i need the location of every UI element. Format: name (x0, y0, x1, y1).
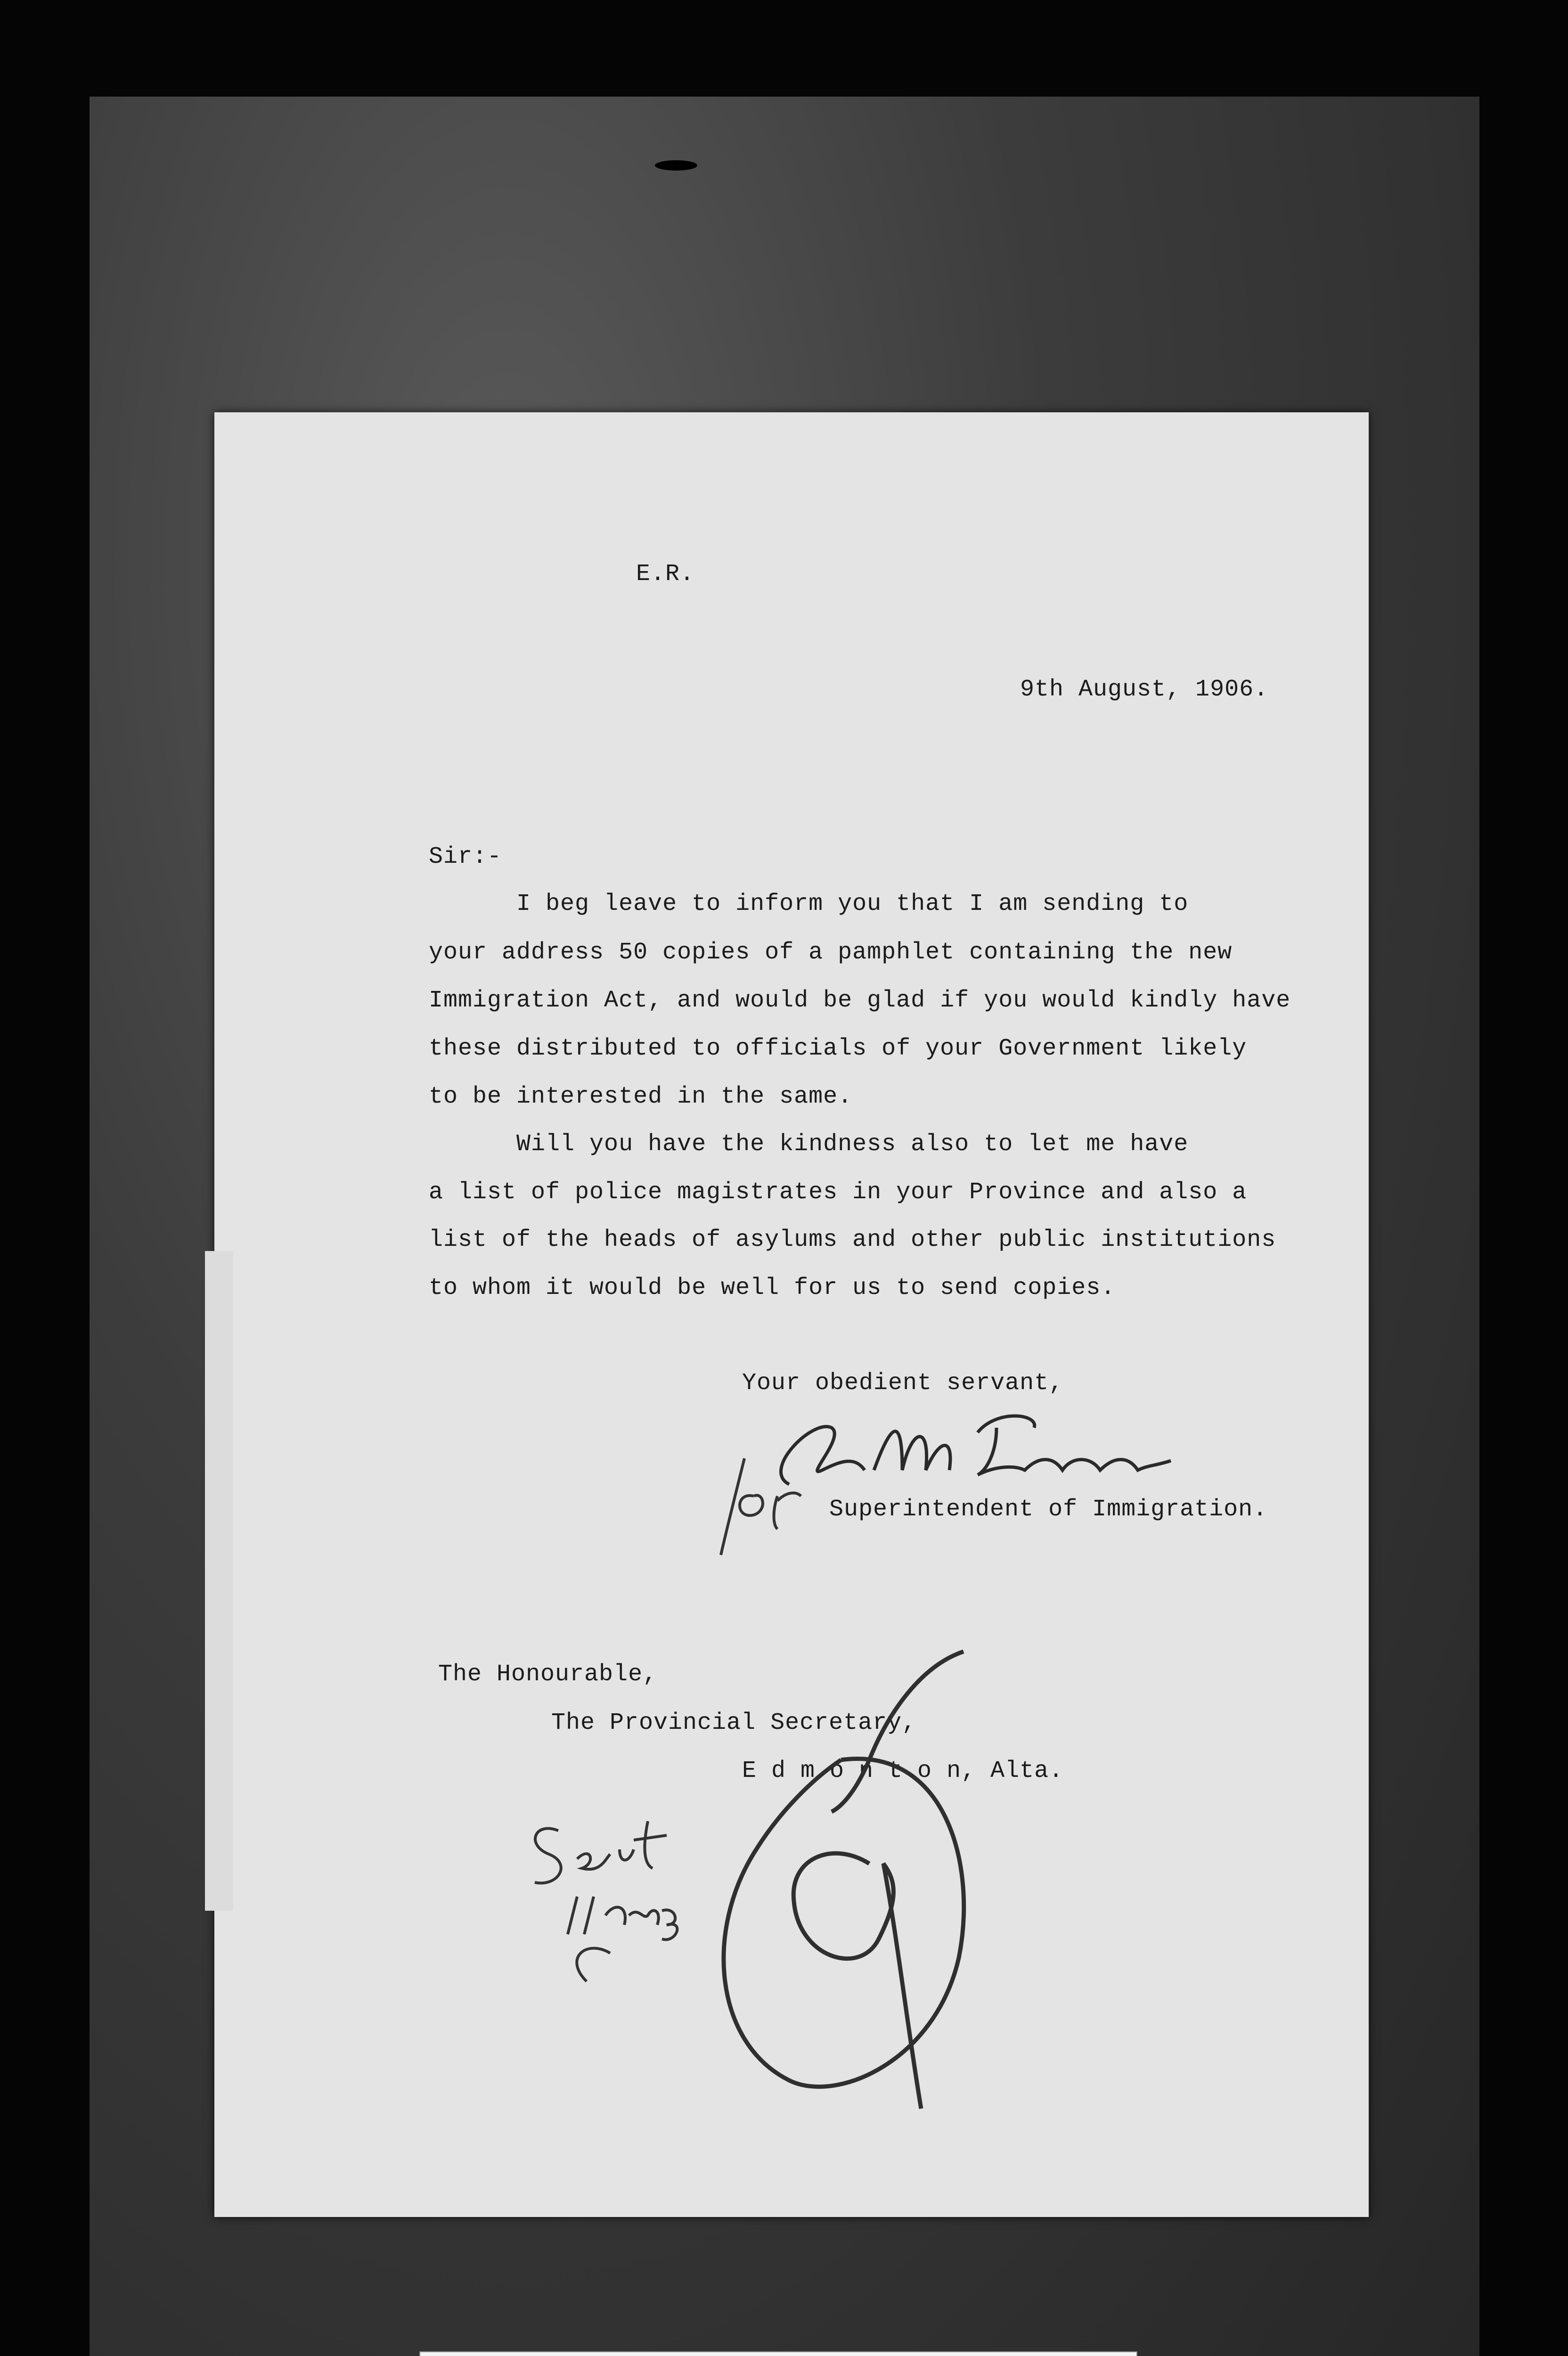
body-line: I beg leave to inform you that I am sending to (429, 891, 1189, 917)
body-line: list of the heads of asylums and other public institutions (429, 1227, 1276, 1253)
body-line: Immigration Act, and would be glad if you would kindly have (429, 987, 1291, 1014)
signer-title: Superintendent of Immigration. (829, 1496, 1268, 1523)
body-line: Will you have the kindness also to let me have (429, 1131, 1189, 1158)
torn-edge (205, 1251, 233, 1911)
addressee-line: The Provincial Secretary, (551, 1710, 917, 1736)
salutation: Sir:- (429, 843, 502, 870)
closing: Your obedient servant, (742, 1370, 1064, 1397)
archive-reference-label (419, 2351, 1137, 2356)
body-line: a list of police magistrates in your Province and also a (429, 1179, 1247, 1206)
body-line: to whom it would be well for us to send copies. (429, 1275, 1116, 1301)
film-speck (655, 160, 697, 171)
body-line: your address 50 copies of a pamphlet containing the new (429, 939, 1233, 966)
letter-page (214, 412, 1369, 2217)
handwritten-file-number-mark (634, 1637, 1058, 2156)
file-initials: E.R. (636, 561, 695, 588)
addressee-line: The Honourable, (438, 1661, 658, 1688)
body-line: these distributed to officials of your Government likely (429, 1035, 1247, 1062)
addressee-line: E d m o n t o n, Alta. (742, 1758, 1064, 1784)
handwritten-for-mark (716, 1440, 810, 1562)
letter-date: 9th August, 1906. (1020, 676, 1269, 703)
body-line: to be interested in the same. (429, 1083, 853, 1110)
